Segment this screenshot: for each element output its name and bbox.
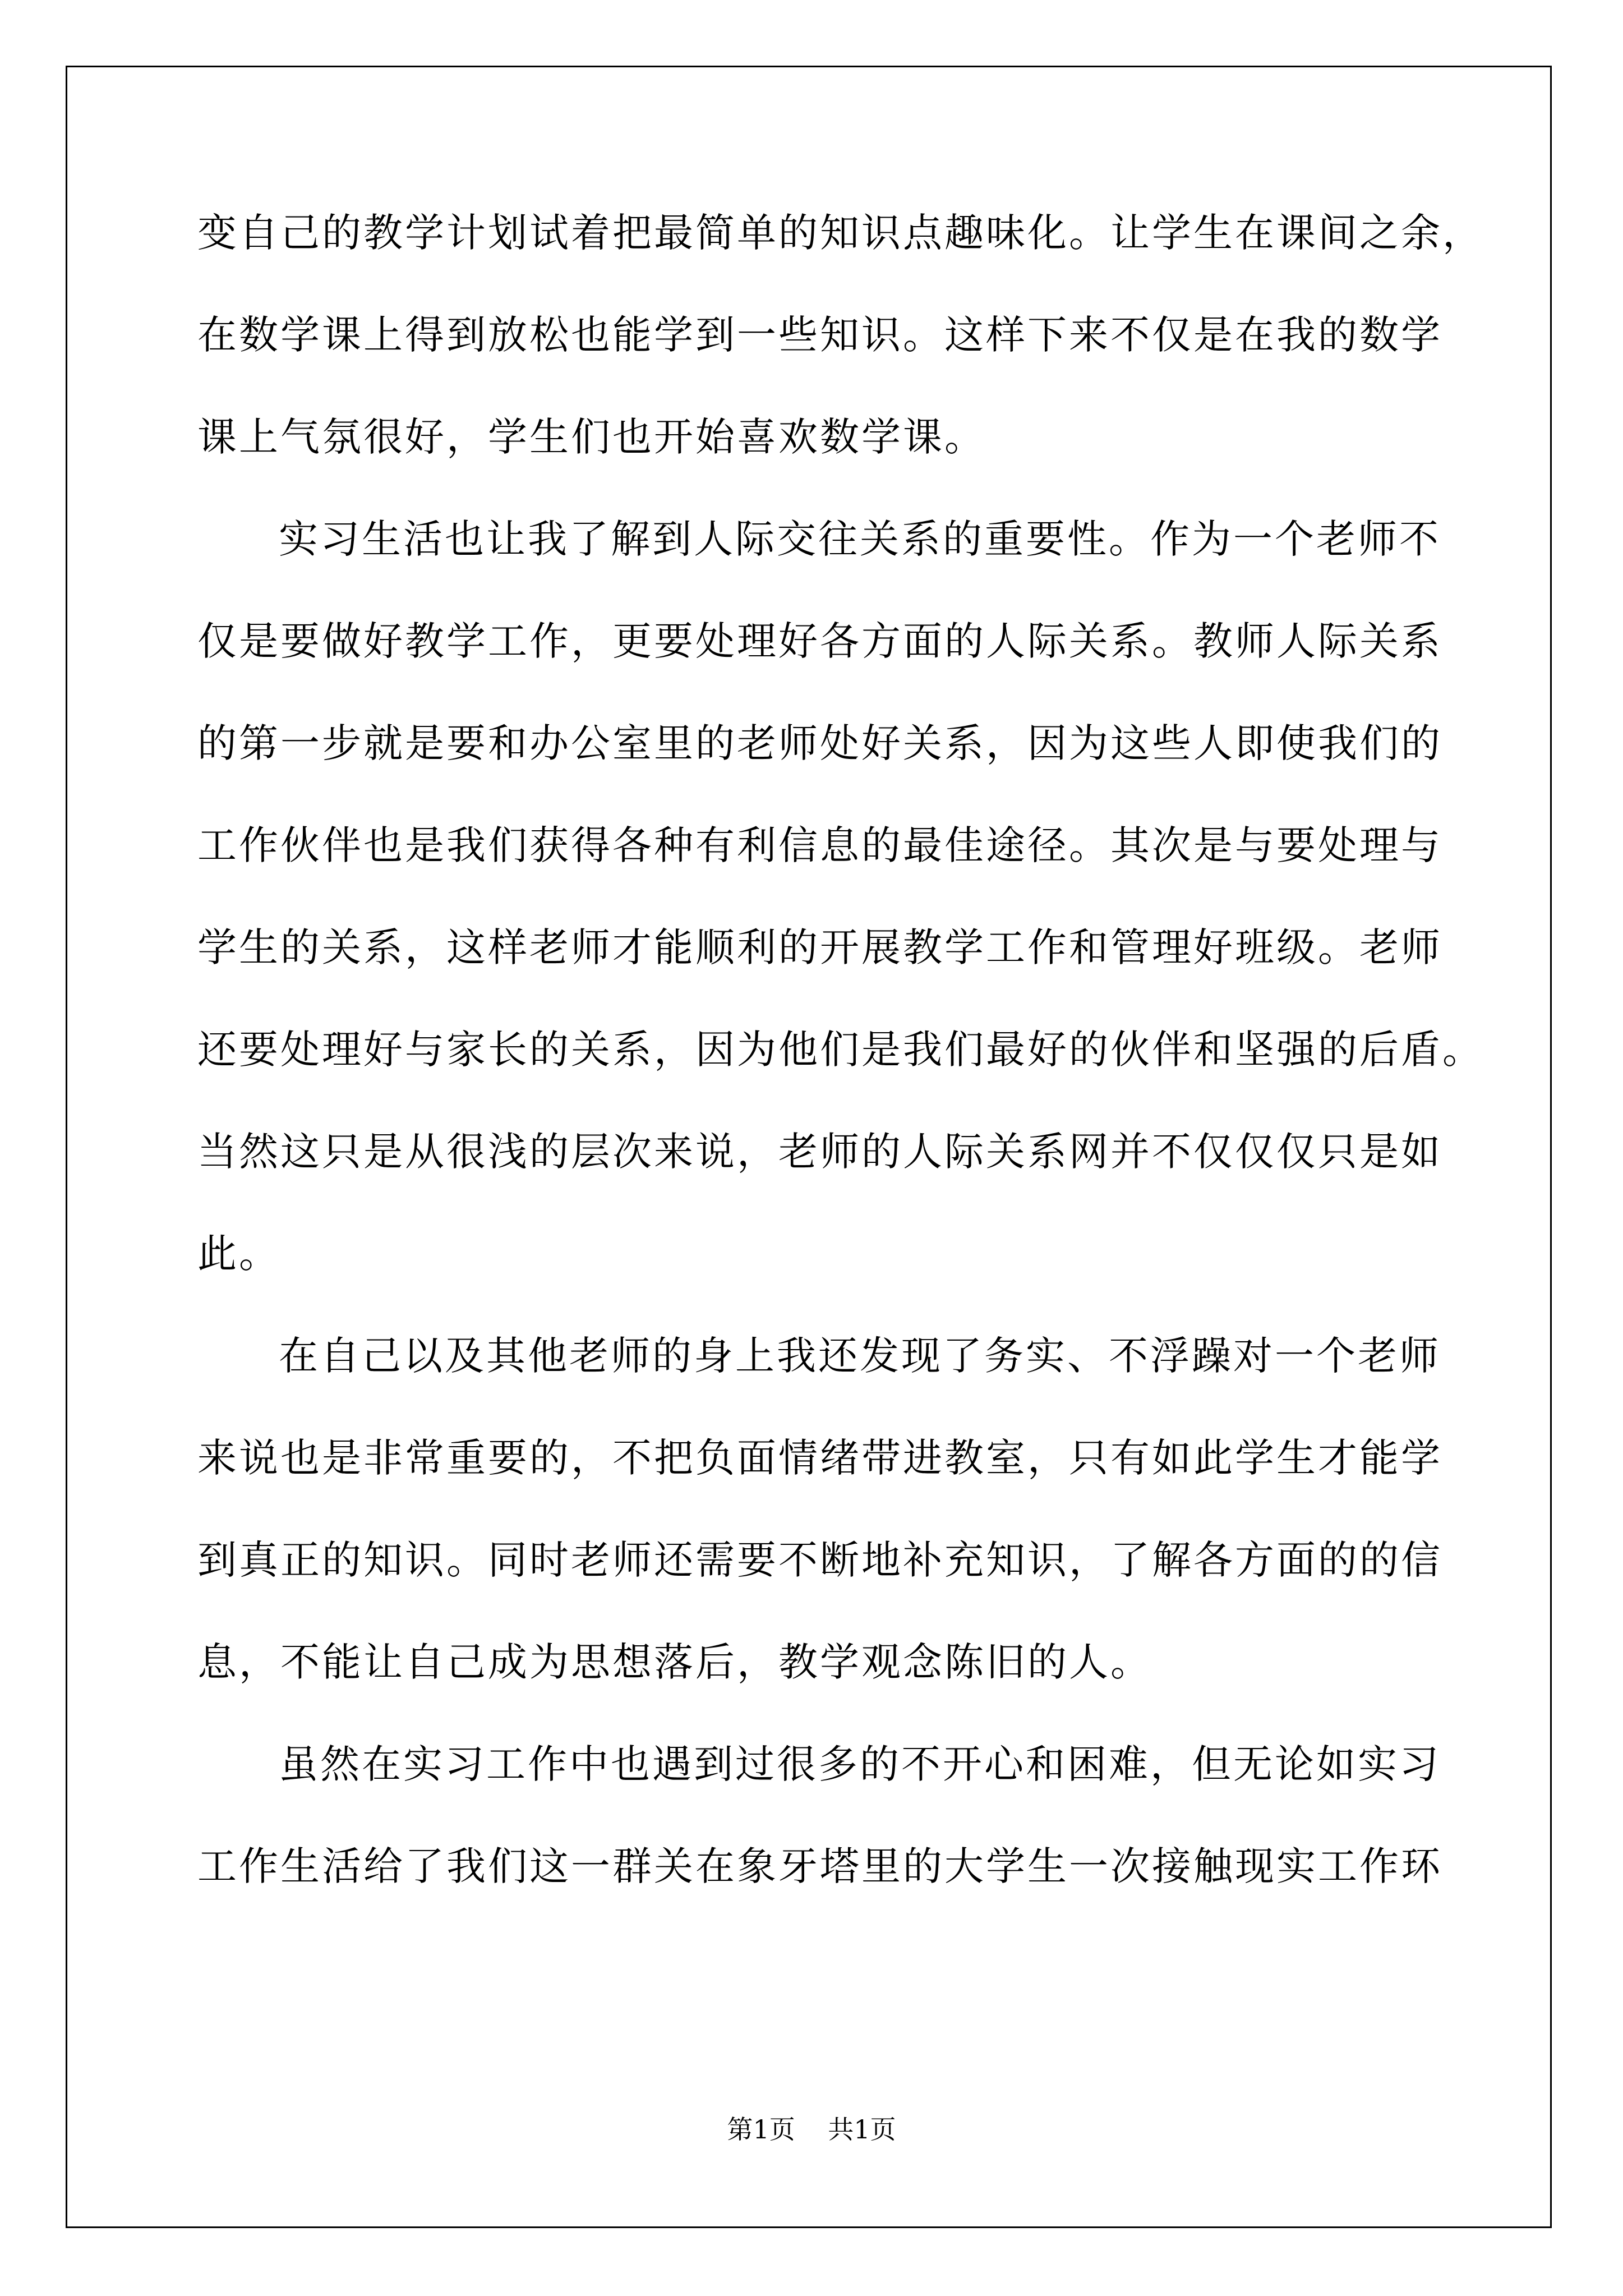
footer-spacer <box>795 2114 828 2145</box>
text-line: 变自己的教学计划试着把最简单的知识点趣味化。让学生在课间之余， <box>197 210 1484 256</box>
text-line: 到真正的知识。同时老师还需要不断地补充知识，了解各方面的的信 <box>197 1537 1442 1583</box>
text-line: 在数学课上得到放松也能学到一些知识。这样下来不仅是在我的数学 <box>197 312 1442 358</box>
page-footer <box>0 2109 1623 2146</box>
text-line: 学生的关系，这样老师才能顺利的开展教学工作和管理好班级。老师 <box>197 924 1442 970</box>
text-line: 来说也是非常重要的，不把负面情绪带进教室，只有如此学生才能学 <box>197 1435 1442 1481</box>
document-body <box>197 199 1487 1935</box>
text-line: 此。 <box>197 1231 280 1277</box>
text-line: 工作生活给了我们这一群关在象牙塔里的大学生一次接触现实工作环 <box>197 1843 1442 1889</box>
text-line: 当然这只是从很浅的层次来说，老师的人际关系网并不仅仅仅只是如 <box>197 1129 1442 1175</box>
text-line: 课上气氛很好，学生们也开始喜欢数学课。 <box>197 414 986 460</box>
text-line: 仅是要做好教学工作，更要处理好各方面的人际关系。教师人际关系 <box>197 618 1442 664</box>
text-line: 虽然在实习工作中也遇到过很多的不开心和困难，但无论如实习 <box>279 1741 1441 1787</box>
text-line: 实习生活也让我了解到人际交往关系的重要性。作为一个老师不 <box>279 516 1441 562</box>
page-number: 第1页 <box>727 2114 795 2145</box>
text-line: 的第一步就是要和办公室里的老师处好关系，因为这些人即使我们的 <box>197 720 1442 766</box>
page-total: 共1页 <box>828 2114 896 2145</box>
text-line: 还要处理好与家长的关系，因为他们是我们最好的伙伴和坚强的后盾。 <box>197 1027 1484 1073</box>
text-line: 息，不能让自己成为思想落后，教学观念陈旧的人。 <box>197 1639 1152 1685</box>
text-line: 工作伙伴也是我们获得各种有利信息的最佳途径。其次是与要处理与 <box>197 822 1442 868</box>
text-line: 在自己以及其他老师的身上我还发现了务实、不浮躁对一个老师 <box>279 1333 1441 1379</box>
